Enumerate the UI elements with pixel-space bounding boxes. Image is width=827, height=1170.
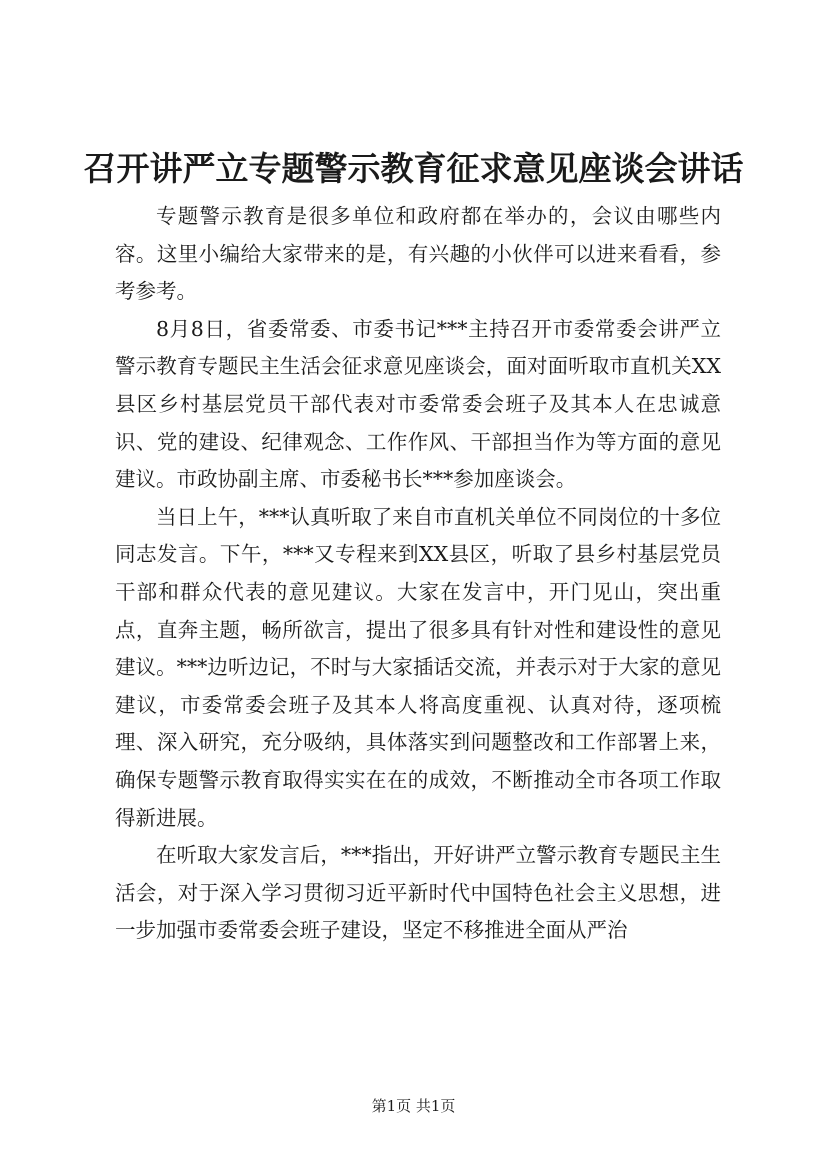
paragraph: 当日上午，***认真听取了来自市直机关单位不同岗位的十多位同志发言。下午，***又专程来到XX县区，听取了县乡村基层党员干部和群众代表的意见建议。大家在发言中，开门见山，突出重点，直奔主题，畅所欲言，提出了很多具有针对性和建设性的意见建议。***边听边记，不时与大家插话交流，并表示对于大家的意见建议，市委常委会班子及其本人将高度重视、认真对待，逐项梳理、深入研究，充分吸纳，具体落实到问题整改和工作部署上来，确保专题警示教育取得实实在在的成效，不断推动全市各项工作取得新进展。	[115, 504, 721, 830]
document-body	[115, 198, 721, 950]
paragraph: 在听取大家发言后，***指出，开好讲严立警示教育专题民主生活会，对于深入学习贯彻习近平新时代中国特色社会主义思想，进一步加强市委常委会班子建设，坚定不移推进全面从严治	[115, 843, 721, 943]
page-number-footer: 第1页 共1页	[371, 1097, 456, 1115]
paragraph: 专题警示教育是很多单位和政府都在举办的，会议由哪些内容。这里小编给大家带来的是，有兴趣的小伙伴可以进来看看，参考参考。	[115, 204, 721, 304]
document-title: 召开讲严立专题警示教育征求意见座谈会讲话	[83, 149, 744, 188]
paragraph: 8月8日，省委常委、市委书记***主持召开市委常委会讲严立警示教育专题民主生活会征求意见座谈会，面对面听取市直机关XX县区乡村基层党员干部代表对市委常委会班子及其本人在忠诚意识、党的建设、纪律观念、工作作风、干部担当作为等方面的意见建议。市政协副主席、市委秘书长***参加座谈会。	[115, 316, 721, 492]
